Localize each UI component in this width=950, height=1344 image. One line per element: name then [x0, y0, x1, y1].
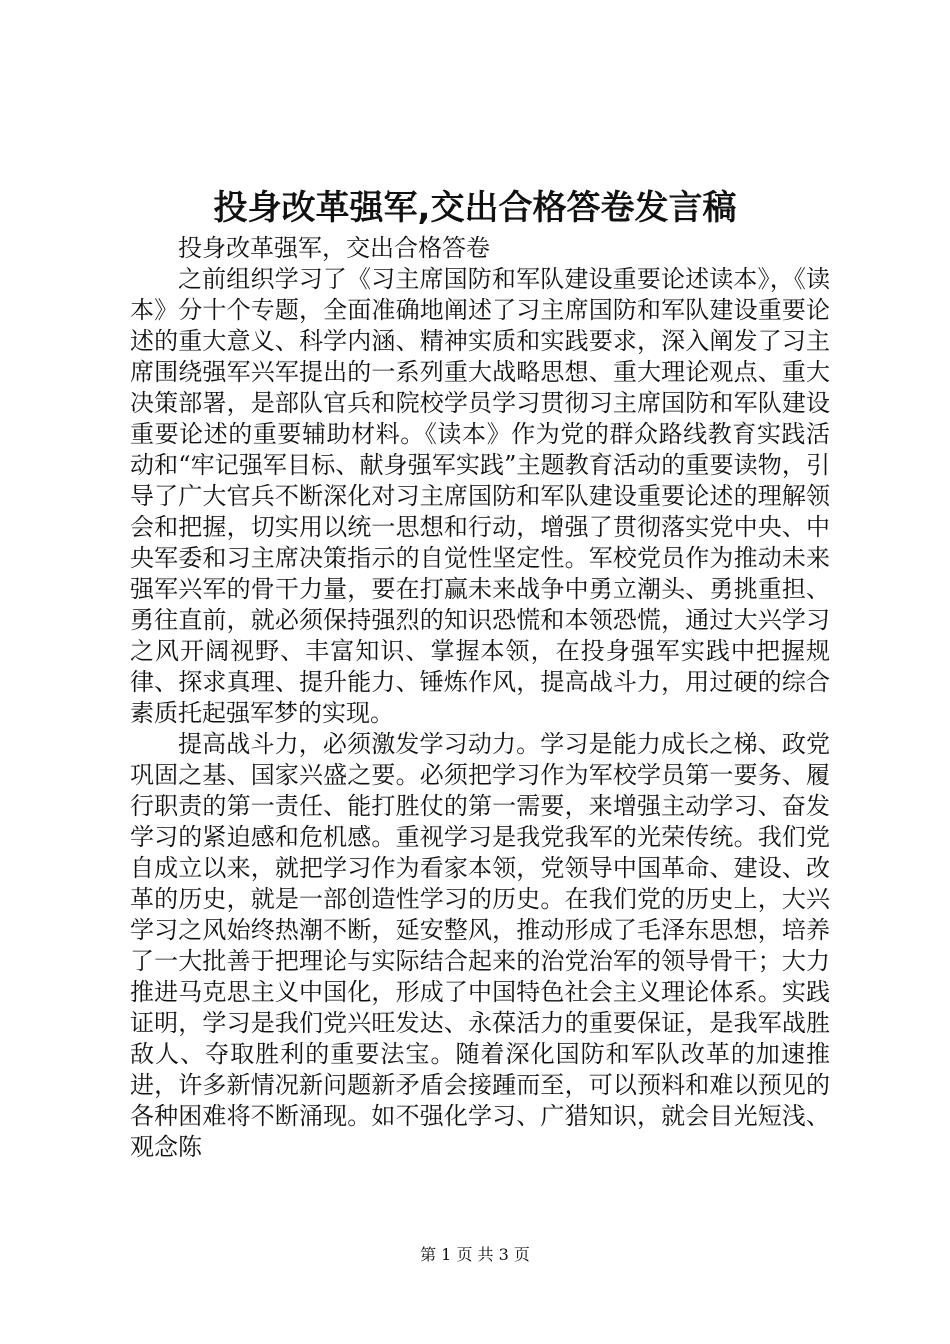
- body-paragraph-2: 提高战斗力，必须激发学习动力。学习是能力成长之梯、政党巩固之基、国家兴盛之要。必须把学习作为军校学员第一要务、履行职责的第一责任、能打胜仗的第一需要，来增强主动学习、奋发学习的紧迫感和危机感。重视学习是我党我军的光荣传统。我们党自成立以来，就把学习作为看家本领，党领导中国革命、建设、改革的历史，就是一部创造性学习的历史。在我们党的历史上，大兴学习之风始终热潮不断，延安整风，推动形成了毛泽东思想，培养了一大批善于把理论与实际结合起来的治党治军的领导骨干；大力推进马克思主义中国化，形成了中国特色社会主义理论体系。实践证明，学习是我们党兴旺发达、永葆活力的重要保证，是我军战胜敌人、夺取胜利的重要法宝。随着深化国防和军队改革的加速推进，许多新情况新问题新矛盾会接踵而至，可以预料和难以预见的各种困难将不断涌现。如不强化学习、广猎知识，就会目光短浅、观念陈: [130, 730, 830, 1161]
- page-footer: [0, 1244, 950, 1266]
- document-subtitle: 投身改革强军，交出合格答卷: [178, 234, 490, 262]
- body-paragraph-1: 之前组织学习了《习主席国防和军队建设重要论述读本》，《读本》分十个专题，全面准确地阐述了习主席国防和军队建设重要论述的重大意义、科学内涵、精神实质和实践要求，深入阐发了习主席围绕强军兴军提出的一系列重大战略思想、重大理论观点、重大决策部署，是部队官兵和院校学员学习贯彻习主席国防和军队建设重要论述的重要辅助材料。《读本》作为党的群众路线教育实践活动和“牢记强军目标、献身强军实践”主题教育活动的重要读物，引导了广大官兵不断深化对习主席国防和军队建设重要论述的理解领会和把握，切实用以统一思想和行动，增强了贯彻落实党中央、中央军委和习主席决策指示的自觉性坚定性。军校党员作为推动未来强军兴军的骨干力量，要在打赢未来战争中勇立潮头、勇挑重担、勇往直前，就必须保持强烈的知识恐慌和本领恐慌，通过大兴学习之风开阔视野、丰富知识、掌握本领，在投身强军实践中把握规律、探求真理、提升能力、锤炼作风，提高战斗力，用过硬的综合素质托起强军梦的实现。: [130, 265, 830, 727]
- page-indicator: 第 1 页 共 3 页: [420, 1245, 530, 1264]
- document-title: 投身改革强军,交出合格答卷发言稿: [213, 188, 737, 228]
- document-body: [130, 233, 830, 1163]
